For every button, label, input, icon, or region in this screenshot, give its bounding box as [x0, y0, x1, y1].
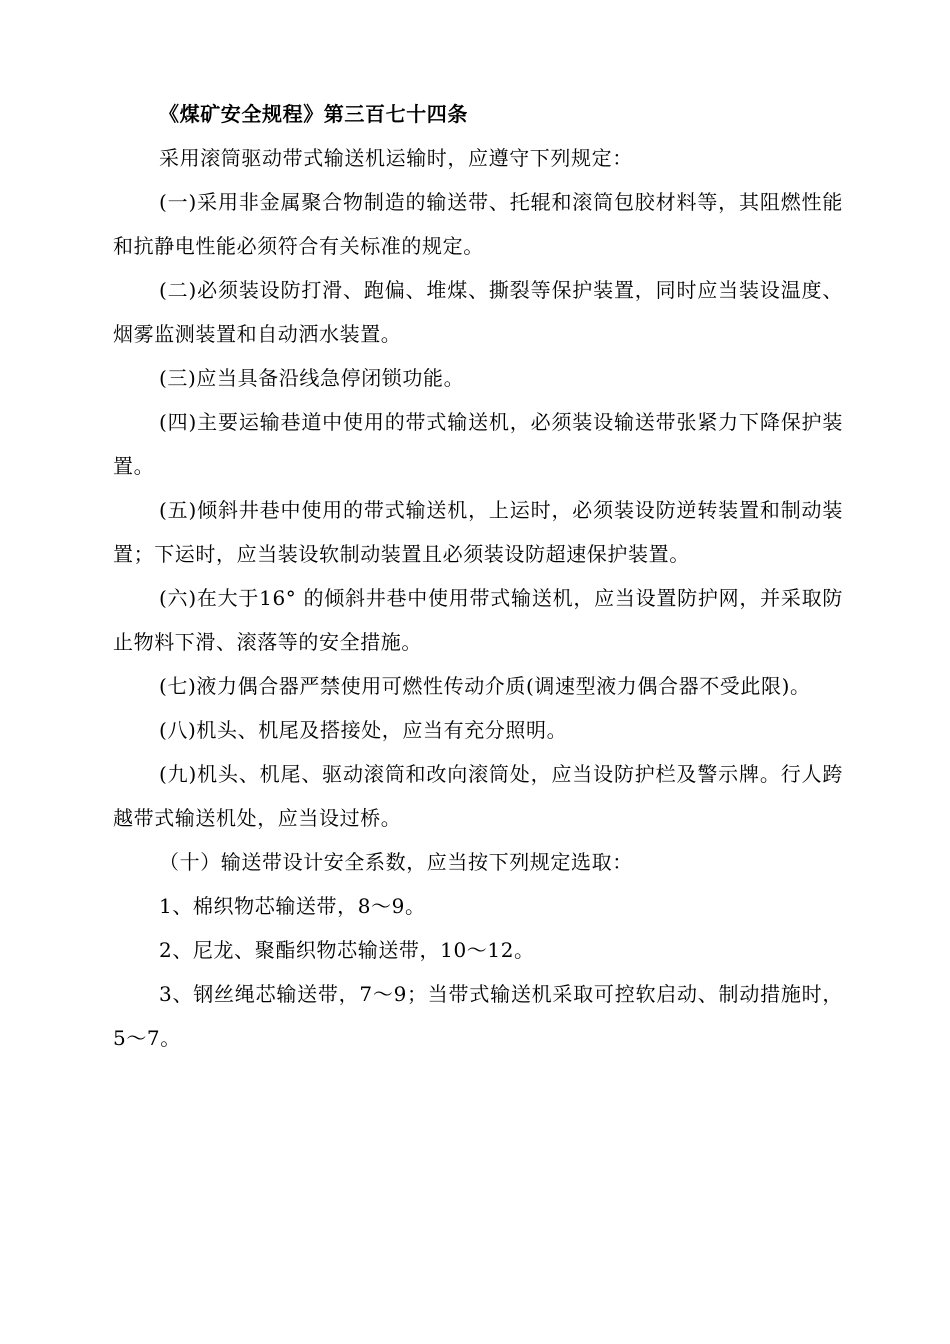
paragraph-subitem-2: 2、尼龙、聚酯织物芯输送带，10～12。 — [159, 938, 535, 962]
paragraph-item-4: (四)主要运输巷道中使用的带式输送机，必须装设输送带张紧力下降保护装置。 — [113, 410, 843, 478]
paragraph-item-3: (三)应当具备沿线急停闭锁功能。 — [159, 366, 465, 390]
document-title: 《煤矿安全规程》第三百七十四条 — [159, 102, 468, 126]
document-body — [113, 92, 843, 1060]
paragraph-item-10: （十）输送带设计安全系数，应当按下列规定选取： — [159, 850, 633, 874]
paragraph-subitem-3: 3、钢丝绳芯输送带，7～9；当带式输送机采取可控软启动、制动措施时，5～7。 — [113, 982, 843, 1050]
paragraph-item-5: (五)倾斜井巷中使用的带式输送机，上运时，必须装设防逆转装置和制动装置；下运时，应当装设软制动装置且必须装设防超速保护装置。 — [113, 498, 843, 566]
paragraph-item-2: (二)必须装设防打滑、跑偏、堆煤、撕裂等保护装置，同时应当装设温度、烟雾监测装置和自动洒水装置。 — [113, 278, 843, 346]
paragraph-item-9: (九)机头、机尾、驱动滚筒和改向滚筒处，应当设防护栏及警示牌。行人跨越带式输送机处，应当设过桥。 — [113, 762, 843, 830]
paragraph-intro: 采用滚筒驱动带式输送机运输时，应遵守下列规定： — [159, 146, 633, 170]
paragraph-item-1: (一)采用非金属聚合物制造的输送带、托辊和滚筒包胶材料等，其阻燃性能和抗静电性能必须符合有关标准的规定。 — [113, 190, 843, 258]
paragraph-item-8: (八)机头、机尾及搭接处，应当有充分照明。 — [159, 718, 568, 742]
paragraph-item-7: (七)液力偶合器严禁使用可燃性传动介质(调速型液力偶合器不受此限)。 — [159, 674, 811, 698]
paragraph-subitem-1: 1、棉织物芯输送带，8～9。 — [159, 894, 426, 918]
paragraph-item-6: (六)在大于16° 的倾斜井巷中使用带式输送机，应当设置防护网，并采取防止物料下滑、滚落等的安全措施。 — [113, 586, 843, 654]
